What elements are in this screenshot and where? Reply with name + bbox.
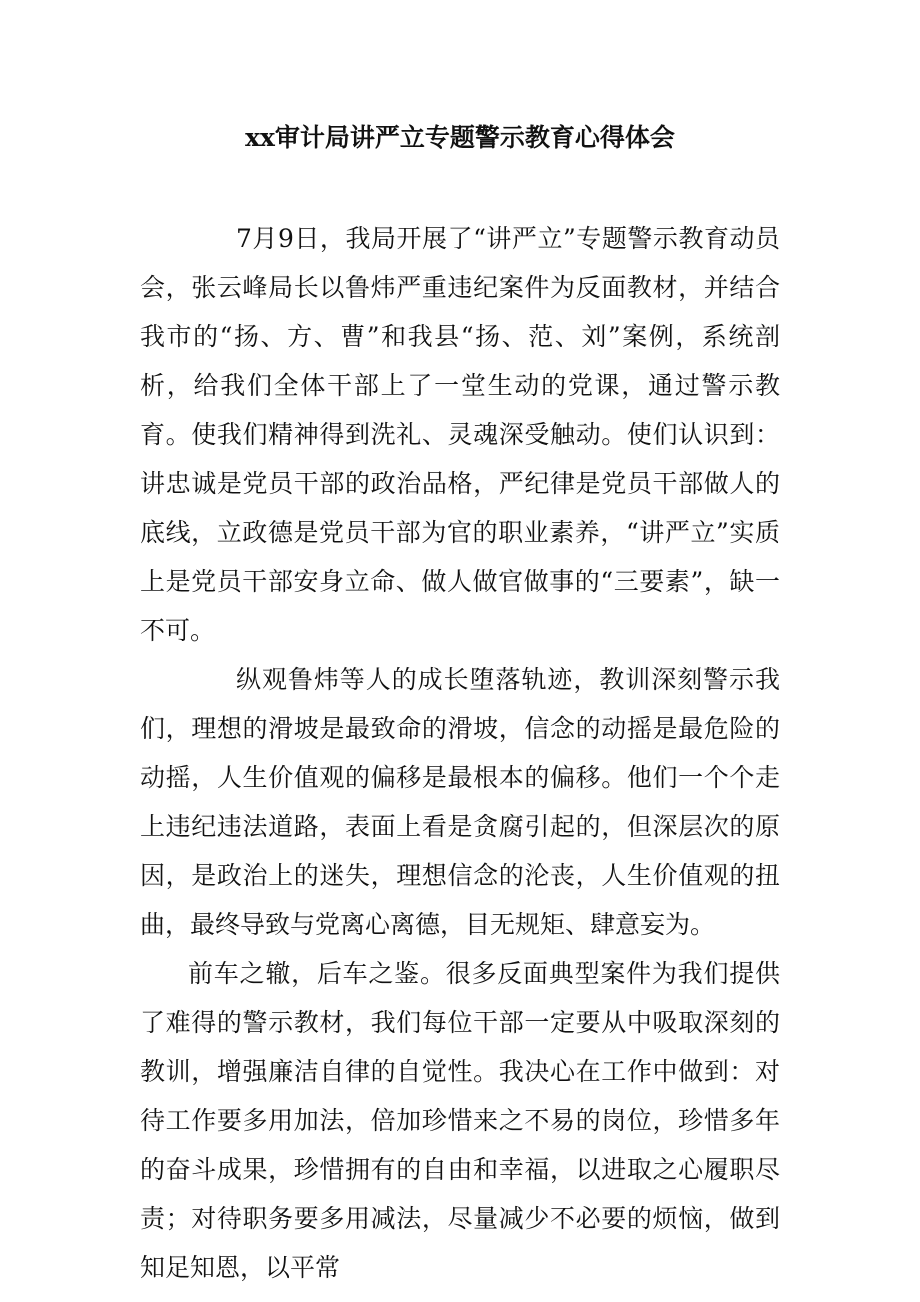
paragraph-2: 纵观鲁炜等人的成长堕落轨迹，教训深刻警示我们，理想的滑坡是最致命的滑坡，信念的动摇是最危险的动摇，人生价值观的偏移是最根本的偏移。他们一个个走上违纪违法道路，表面上看是贪腐引起的，但深层次的原因，是政治上的迷失，理想信念的沦丧，人生价值观的扭曲，最终导致与党离心离德，目无规矩、肆意妄为。 [140, 665, 780, 939]
paragraph-1: 7月9日，我局开展了“讲严立”专题警示教育动员会，张云峰局长以鲁炜严重违纪案件为反面教材，并结合我市的“扬、方、曹”和我县“扬、范、刘”案例，系统剖析，给我们全体干部上了一堂生动的党课，通过警示教育。使我们精神得到洗礼、灵魂深受触动。使们认识到：讲忠诚是党员干部的政治品格，严纪律是党员干部做人的底线，立政德是党员干部为官的职业素养，“讲严立”实质上是党员干部安身立命、做人做官做事的“三要素”，缺一不可。 [140, 224, 780, 645]
document-body [140, 214, 780, 1292]
paragraph-3: 前车之辙，后车之鉴。很多反面典型案件为我们提供了难得的警示教材，我们每位干部一定要从中吸取深刻的教训，增强廉洁自律的自觉性。我决心在工作中做到：对待工作要多用加法，倍加珍惜来之不易的岗位，珍惜多年的奋斗成果，珍惜拥有的自由和幸福，以进取之心履职尽责；对待职务要多用减法，尽量减少不必要的烦恼，做到知足知恩，以平常 [140, 959, 780, 1282]
document-title: xx审计局讲严立专题警示教育心得体会 [245, 123, 675, 152]
